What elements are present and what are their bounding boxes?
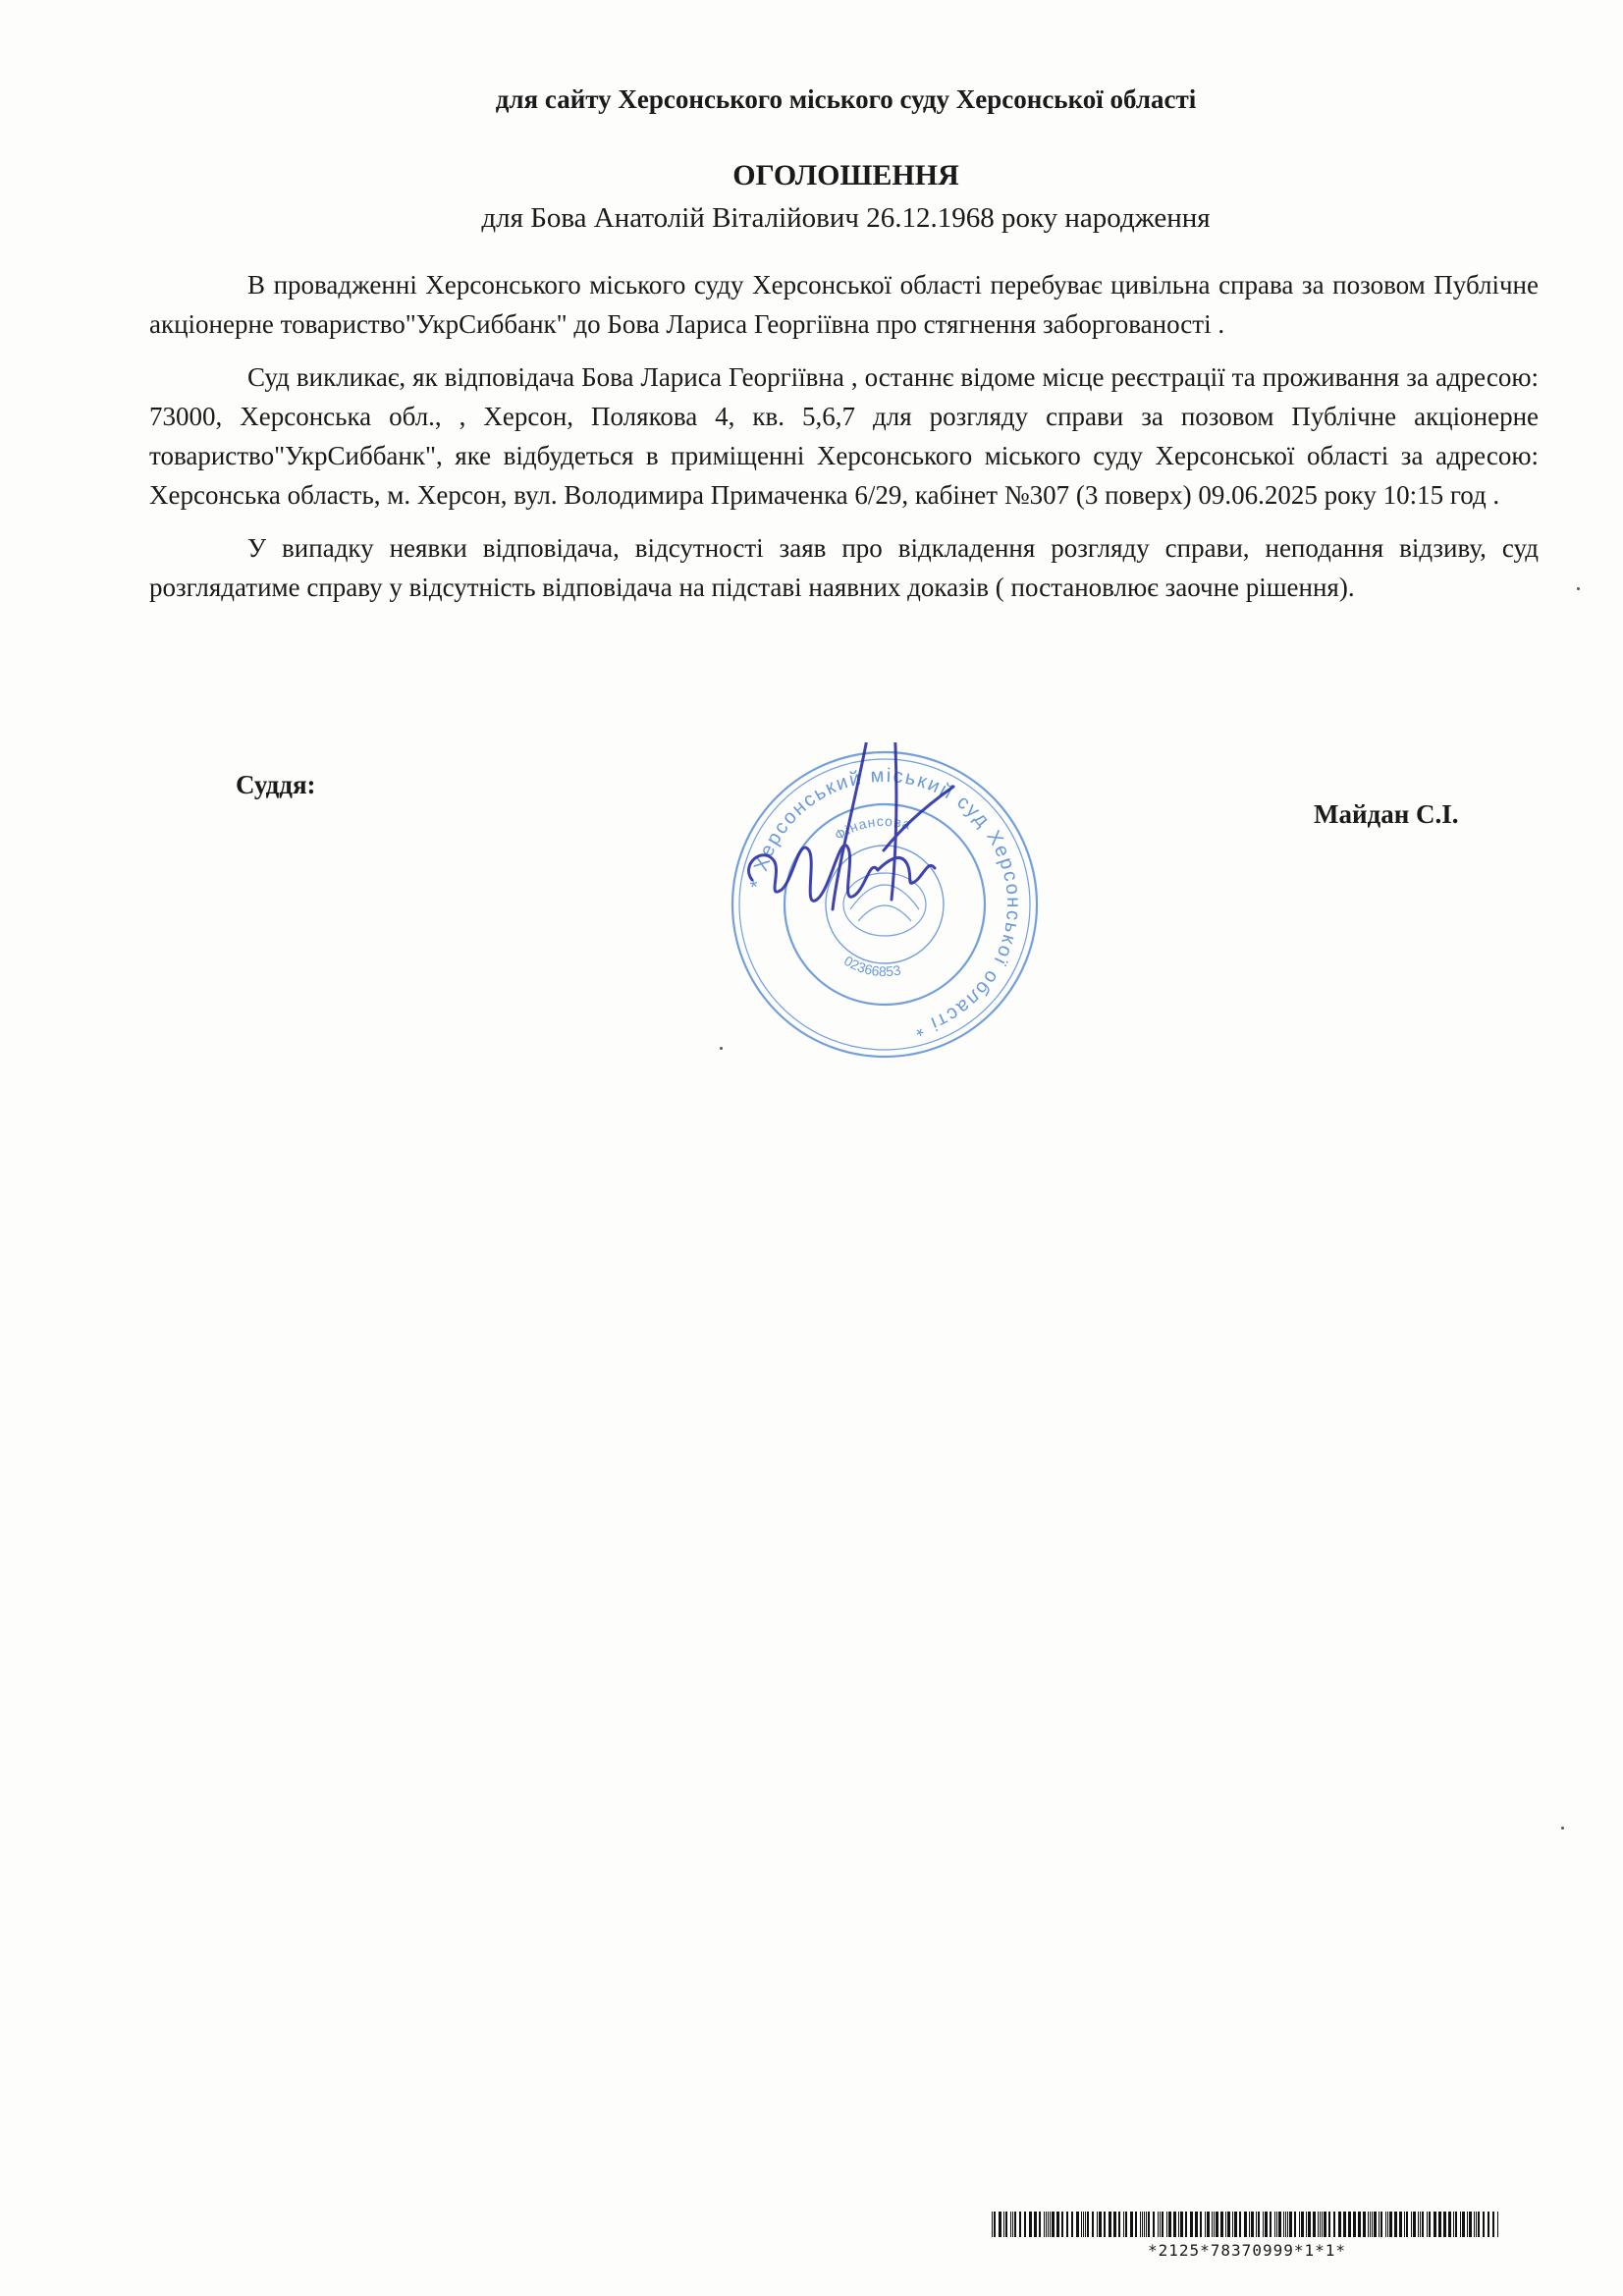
barcode-bar [1306,2212,1307,2237]
barcode-bar [1434,2212,1436,2237]
paragraph-summons: Суд викликає, як відповідача Бова Лариса Георгіївна , останнє відоме місце реєстрації та проживання за адресою: 73000, Херсонська обл., , Херсон, Полякова 4, кв. 5,6,7 для розгляду справи за позовом Публічне акціонерне товариство"УкрСиббанк", яке відбудеться в приміщенні Херсонського міського суду Херсонської області за адресою: Херсонська область, м. Херсон, вул. Володимира Примаченка 6/29, кабінет №307 (3 поверх) 09.06.2025 року 10:15 год . [149,362,1539,510]
barcode-bar [1148,2212,1150,2237]
barcode-bar [1467,2212,1468,2237]
barcode-bar [1173,2212,1176,2237]
barcode-bar [1289,2212,1292,2237]
barcode-bar [1387,2212,1388,2237]
document-subtitle: для Бова Анатолій Віталійович 26.12.1968 року народження [481,202,1211,234]
barcode-bar [1220,2212,1223,2237]
barcode-bar [1368,2212,1369,2237]
barcode-bar [1205,2212,1206,2237]
barcode-bar [1092,2212,1094,2237]
barcode-bar [1438,2212,1441,2237]
barcode-bar [1244,2212,1247,2237]
svg-text:* Херсонський міський суд Херс: * Херсонський міський суд Херсонської області * [746,764,1025,1041]
barcode-bar [1087,2212,1089,2237]
paragraph-proceedings: В провадженні Херсонського міського суду Херсонської області перебуває цивільна справа за позовом Публічне акціонерне товариство"УкрСиббанк" до Бова Лариса Георгіївна про стягнення заборгованості . [149,270,1539,339]
barcode-bar [1158,2212,1159,2237]
barcode-bar [1180,2212,1183,2237]
barcode-bar [1146,2212,1147,2237]
site-header: для сайту Херсонського міського суду Херсонської області [495,84,1197,114]
barcode-bar [1448,2212,1451,2237]
barcode-bar [1343,2212,1346,2237]
barcode-bar [1274,2212,1275,2237]
barcode-bar [1256,2212,1257,2237]
barcode-bar [1404,2212,1405,2237]
barcode-bar [1333,2212,1335,2237]
barcode-bar [1097,2212,1098,2237]
barcode-bar [1476,2212,1477,2237]
barcode-bar [1265,2212,1268,2237]
barcode-bar [1462,2212,1465,2237]
barcode-bar [1125,2212,1127,2237]
barcode-bar [1083,2212,1084,2237]
barcode-bar [1328,2212,1330,2237]
barcode-bar [1483,2212,1485,2237]
barcode-bar [1109,2212,1111,2237]
barcode-bar [1276,2212,1277,2237]
barcode-bar [1153,2212,1155,2237]
barcode-bar [1052,2212,1055,2237]
barcode-bar [1162,2212,1163,2237]
barcode-bar [1214,2212,1215,2237]
barcode-bar [1353,2212,1356,2237]
barcode-block [992,2212,1502,2260]
barcode-bar [1166,2212,1167,2237]
barcode-bar [1012,2212,1013,2237]
barcode-bar [1118,2212,1120,2237]
barcode-bar [1338,2212,1341,2237]
barcode-bar [1160,2212,1161,2237]
barcode-bar [1308,2212,1311,2237]
barcode-bar [1003,2212,1004,2237]
barcode-bar [1104,2212,1106,2237]
barcode-bar [1420,2212,1421,2237]
barcode-bar [1005,2212,1007,2237]
barcode-bar [1488,2212,1489,2237]
barcode-bar [1039,2212,1041,2237]
barcode-bar [1142,2212,1143,2237]
barcode-bar [1380,2212,1382,2237]
scan-speck [1561,1827,1564,1830]
barcode-bar [1081,2212,1082,2237]
barcode-bar [1399,2212,1402,2237]
barcode-bar [1178,2212,1179,2237]
barcode-bar [1287,2212,1288,2237]
barcode-bar [1474,2212,1475,2237]
barcode-bar [1370,2212,1371,2237]
barcode-bar [1453,2212,1454,2237]
barcode-bar [1034,2212,1037,2237]
stamp-seal [732,752,1037,1057]
barcode-bar [1460,2212,1461,2237]
barcode-bar [1019,2212,1021,2237]
barcode-bar [1469,2212,1472,2237]
barcode-bar [1195,2212,1198,2237]
barcode-bar [1130,2212,1133,2237]
judge-name: Майдан С.І. [1314,799,1459,829]
barcode-bar [1227,2212,1230,2237]
barcode-bar [1029,2212,1032,2237]
barcode-bar [1123,2212,1124,2237]
barcode-bar [1168,2212,1171,2237]
barcode-bar [1258,2212,1260,2237]
barcode-bar [1190,2212,1193,2237]
barcode-bar [1251,2212,1254,2237]
barcode-bar [1048,2212,1049,2237]
barcode-bar [1406,2212,1408,2237]
barcode-bar [1263,2212,1264,2237]
barcode-bar [1061,2212,1063,2237]
barcode-bar [1443,2212,1446,2237]
svg-text:Фінансова: Фінансова [832,812,913,844]
barcode-bar [1324,2212,1326,2237]
scan-speck [1577,587,1580,590]
barcode-bar [1200,2212,1202,2237]
barcode-bar [1418,2212,1419,2237]
barcode-bar [1492,2212,1494,2237]
barcode-bar [1320,2212,1321,2237]
barcode-bar [1239,2212,1241,2237]
barcode-bar [1085,2212,1086,2237]
barcode-bar [1232,2212,1233,2237]
barcode-bar [1429,2212,1431,2237]
barcode-bar [1285,2212,1286,2237]
barcode-bar [1389,2212,1392,2237]
barcode-bar [1374,2212,1377,2237]
barcode-bar [1207,2212,1210,2237]
barcode [992,2212,1502,2237]
barcode-bar [1427,2212,1428,2237]
barcode-bar [1358,2212,1361,2237]
barcode-bar [1249,2212,1250,2237]
barcode-bar [1413,2212,1416,2237]
barcode-bar [1478,2212,1480,2237]
barcode-bar [1411,2212,1412,2237]
barcode-bar [1299,2212,1300,2237]
document-title: ОГОЛОШЕННЯ [732,159,959,191]
barcode-bar [1348,2212,1351,2237]
barcode-bar [1185,2212,1187,2237]
court-stamp [723,742,1047,1066]
barcode-bar [1301,2212,1304,2237]
barcode-bar [1322,2212,1323,2237]
barcode-bar [1455,2212,1457,2237]
barcode-bar [999,2212,1001,2237]
barcode-text: *2125*78370999*1*1* [1147,2241,1347,2260]
barcode-bar [1294,2212,1296,2237]
barcode-bar [1024,2212,1026,2237]
barcode-bar [1422,2212,1424,2237]
barcode-bar [1050,2212,1051,2237]
barcode-bar [1216,2212,1218,2237]
barcode-bar [1071,2212,1073,2237]
barcode-bar [1394,2212,1397,2237]
barcode-bar [994,2212,996,2237]
barcode-bar [1140,2212,1141,2237]
barcode-bar [1318,2212,1319,2237]
barcode-bar [1372,2212,1373,2237]
barcode-bar [1270,2212,1271,2237]
barcode-bar [1076,2212,1079,2237]
svg-text:02366853: 02366853 [840,952,902,980]
barcode-bar [1113,2212,1116,2237]
barcode-bar [1099,2212,1102,2237]
barcode-bar [1234,2212,1237,2237]
barcode-bar [992,2212,993,2237]
barcode-bar [1379,2212,1380,2237]
barcode-bar [1014,2212,1016,2237]
barcode-bar [1212,2212,1213,2237]
barcode-bar [1144,2212,1145,2237]
barcode-bar [1066,2212,1068,2237]
barcode-bar [1313,2212,1316,2237]
judge-label: Суддя: [236,770,316,799]
barcode-bar [1135,2212,1137,2237]
barcode-bar [1010,2212,1011,2237]
document-body [149,265,1539,607]
barcode-bar [1283,2212,1284,2237]
barcode-bar [1497,2212,1498,2237]
barcode-bar [1385,2212,1386,2237]
paragraph-default-judgment: У випадку неявки відповідача, відсутності заяв про відкладення розгляду справи, неподання відзиву, суд розглядатиме справу у відсутність відповідача на підставі наявних доказів ( постановлює заочне рішення). [149,533,1539,602]
barcode-bar [1056,2212,1059,2237]
scan-speck [720,1047,723,1050]
barcode-bar [1044,2212,1045,2237]
barcode-bar [1225,2212,1226,2237]
barcode-bar [1046,2212,1047,2237]
barcode-bar [1278,2212,1281,2237]
barcode-bar [1363,2212,1366,2237]
